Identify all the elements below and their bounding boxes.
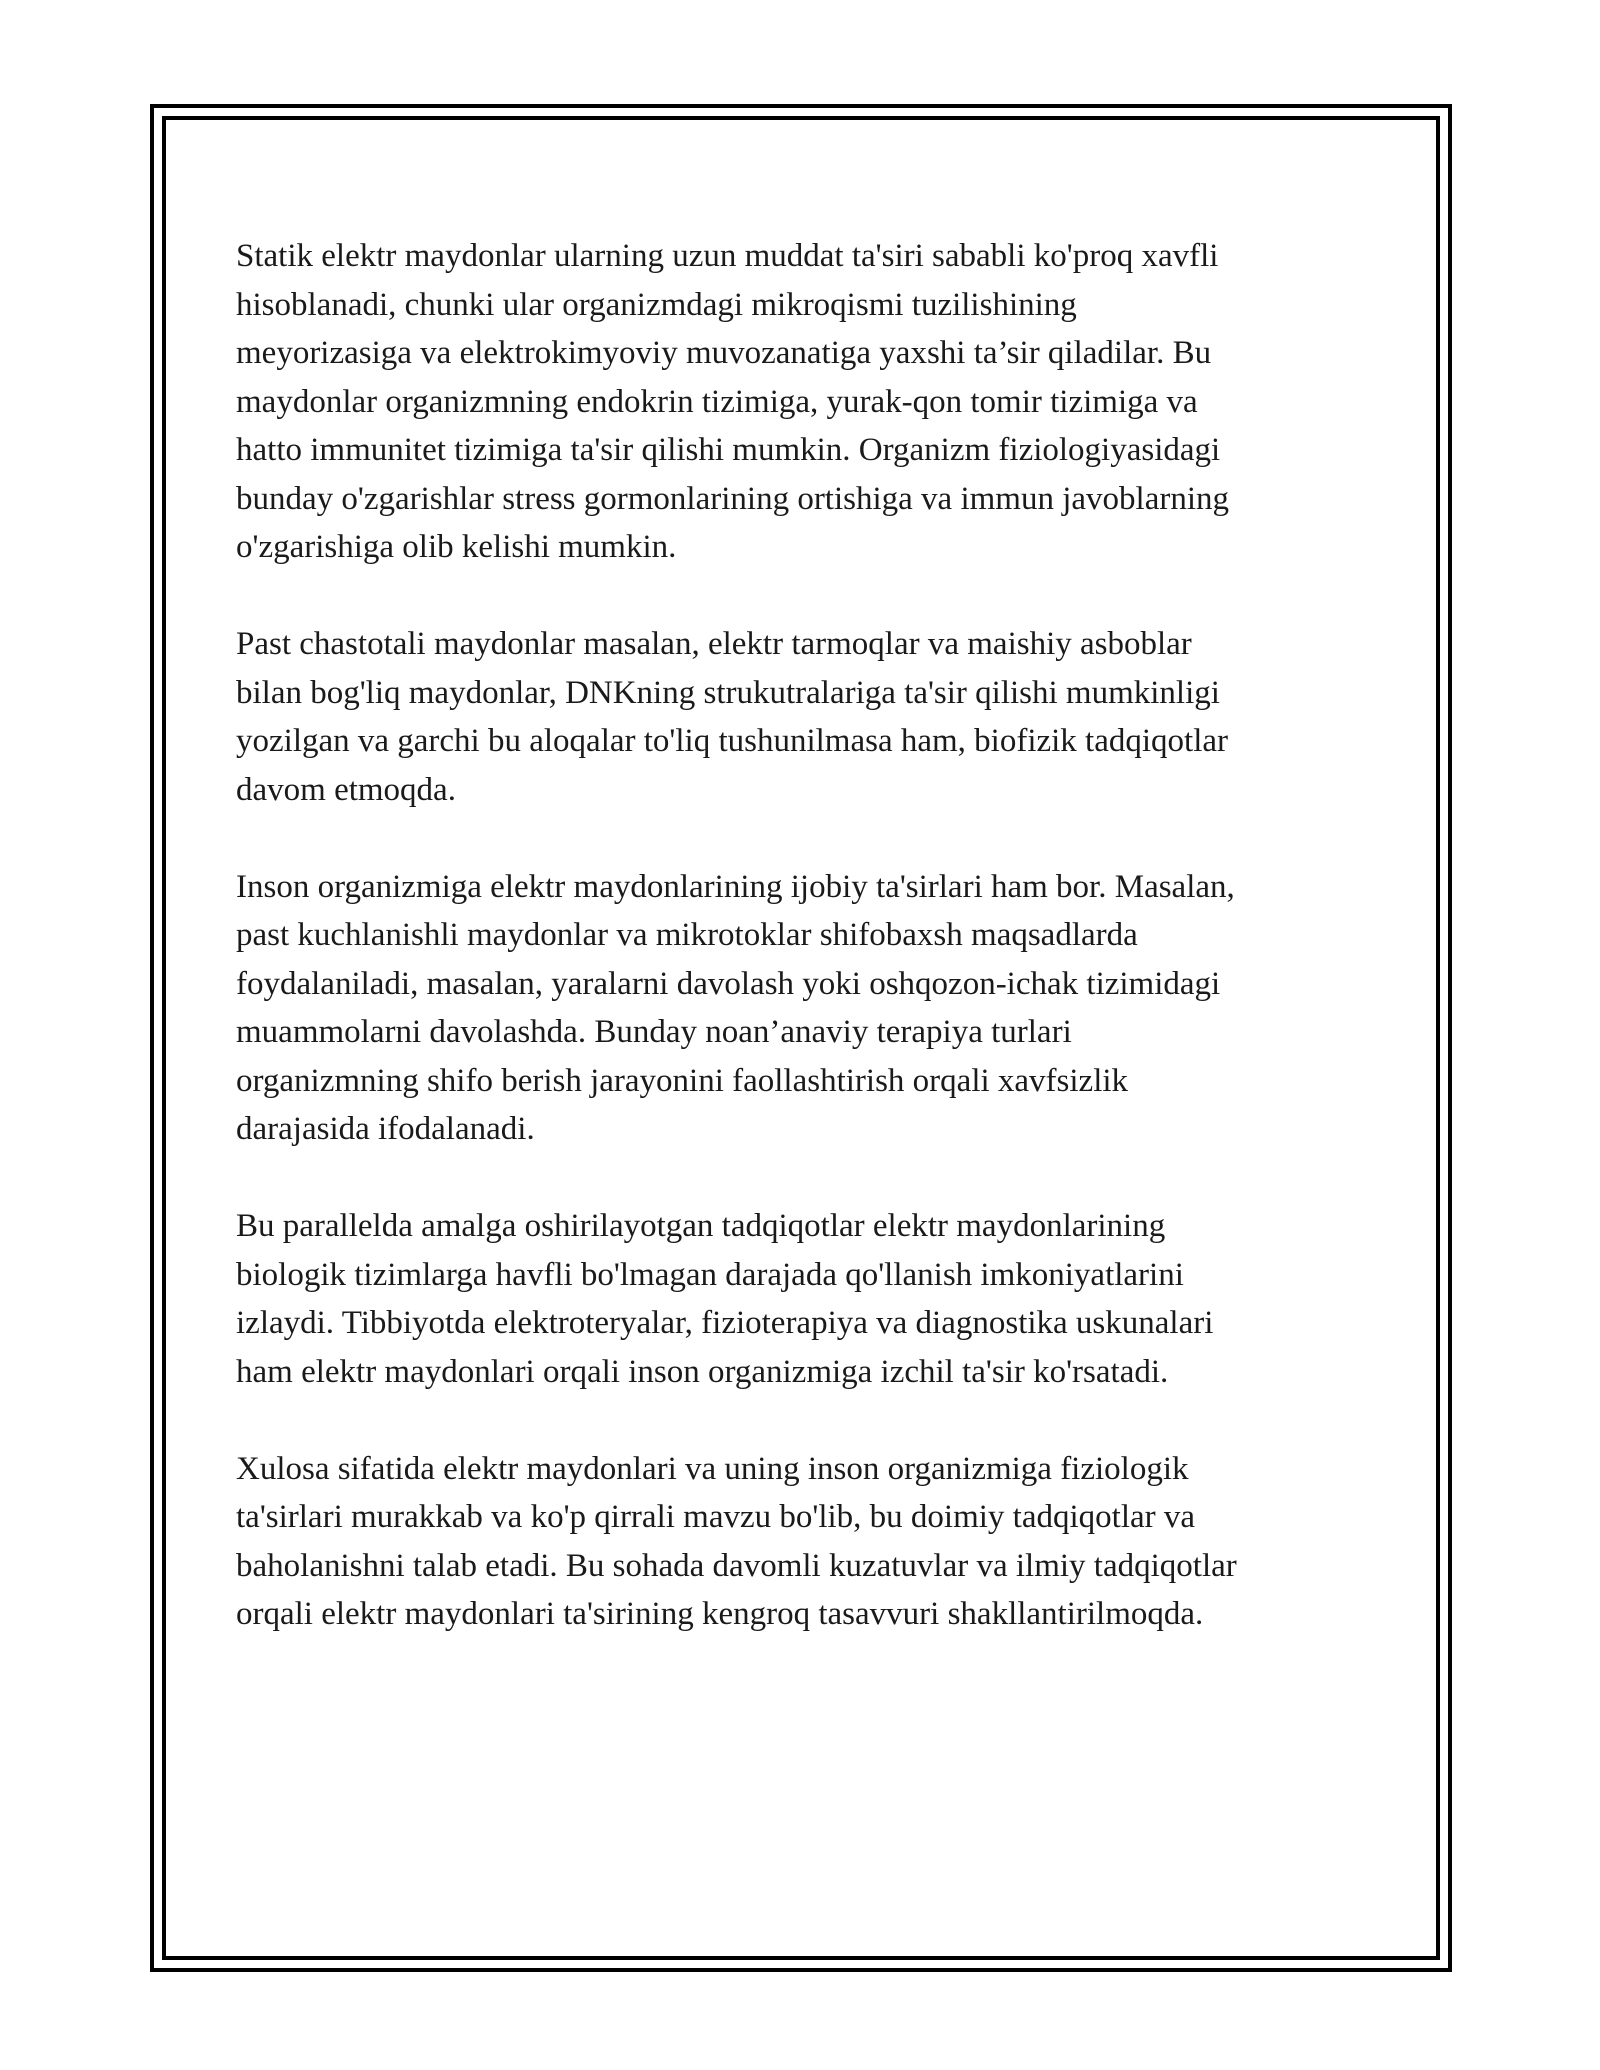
- paragraph-4: Bu parallelda amalga oshirilayotgan tadqiqotlar elektr maydonlarining biologik tizimlarga havfli bo'lmagan darajada qo'llanish imkoniyatlarini izlaydi. Tibbiyotda elektroteryalar, fizioterapiya va diagnostika uskunalari ham elektr maydonlari orqali inson organizmiga izchil ta'sir ko'rsatadi.: [236, 1208, 1214, 1390]
- document-body: [236, 232, 1366, 1687]
- paragraph-1: Statik elektr maydonlar ularning uzun muddat ta'siri sababli ko'proq xavfli hisoblanadi, chunki ular organizmdagi mikroqismi tuzilishining meyorizasiga va elektrokimyoviy muvozanatiga yaxshi ta’sir qiladilar. Bu maydonlar organizmning endokrin tizimiga, yurak-qon tomir tizimiga va hatto immunitet tizimiga ta'sir qilishi mumkin. Organizm fiziologiyasidagi bunday o'zgarishlar stress gormonlarining ortishiga va immun javoblarning o'zgarishiga olib kelishi mumkin.: [236, 238, 1229, 565]
- paragraph-2: Past chastotali maydonlar masalan, elektr tarmoqlar va maishiy asboblar bilan bog'liq maydonlar, DNKning strukutralariga ta'sir qilishi mumkinligi yozilgan va garchi bu aloqalar to'liq tushunilmasa ham, biofizik tadqiqotlar davom etmoqda.: [236, 626, 1229, 808]
- paragraph-3: Inson organizmiga elektr maydonlarining ijobiy ta'sirlari ham bor. Masalan, past kuchlanishli maydonlar va mikrotoklar shifobaxsh maqsadlarda foydalaniladi, masalan, yaralarni davolash yoki oshqozon-ichak tizimidagi muammolarni davolashda. Bunday noan’anaviy terapiya turlari organizmning shifo berish jarayonini faollashtirish orqali xavfsizlik darajasida ifodalanadi.: [236, 868, 1235, 1147]
- paragraph-5: Xulosa sifatida elektr maydonlari va uning inson organizmiga fiziologik ta'sirlari murakkab va ko'p qirrali mavzu bo'lib, bu doimiy tadqiqotlar va baholanishni talab etadi. Bu sohada davomli kuzatuvlar va ilmiy tadqiqotlar orqali elektr maydonlari ta'sirining kengroq tasavvuri shakllantirilmoqda.: [236, 1450, 1237, 1632]
